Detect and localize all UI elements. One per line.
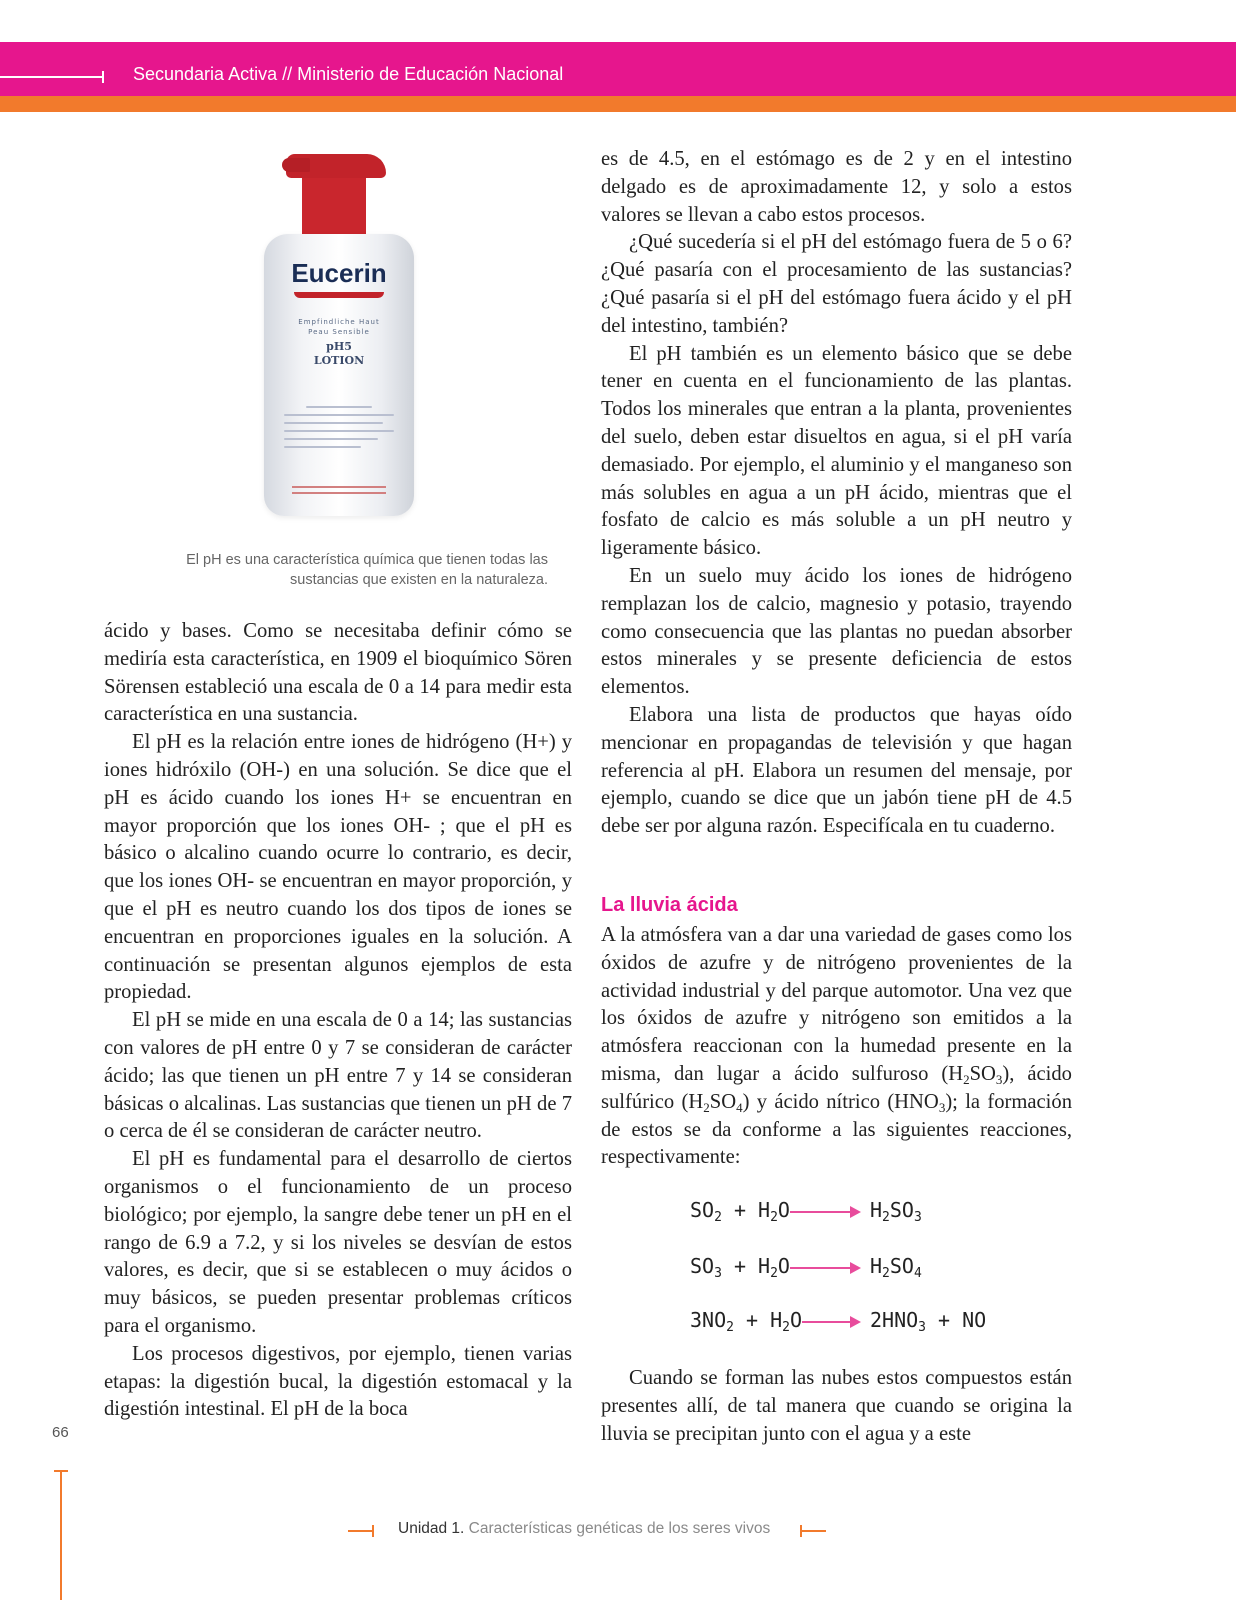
section-title: La lluvia ácida: [601, 894, 738, 916]
reaction-3: [690, 1308, 990, 1348]
paragraph: Elabora una lista de productos que hayas oído mencionar en propagandas de televisión y que hagan referencia al pH. Elabora un resumen del mensaje, por ejemplo, cuando se dice que un jabón tiene pH de 4.5 debe ser por alguna razón. Especifícala en tu cuaderno.: [601, 703, 1072, 838]
caption-line-2: sustancias que existen en la naturaleza.: [290, 572, 548, 588]
footer-rule-left-tick: [372, 1525, 374, 1537]
pump-nozzle: [282, 158, 310, 172]
reaction-1: [690, 1198, 990, 1238]
reaction-arrow: [790, 1267, 852, 1269]
footer-rule-left: [348, 1530, 372, 1532]
footer-unit-label: Unidad 1.: [398, 1520, 465, 1537]
figure-caption: [150, 550, 548, 590]
header-title: Secundaria Activa // Ministerio de Educación Nacional: [133, 64, 564, 84]
paragraph: El pH es fundamental para el desarrollo de ciertos organismos o el funcionamiento de un proceso biológico; por ejemplo, la sangre debe tener un pH en el rango de 6.9 a 7.2, y si los niveles se desvían de estos valores, es decir, que si se establecen o muy ácidos o muy básicos, se pueden presentar problemas críticos para el organismo.: [104, 1148, 572, 1337]
bottle-label-ph: [264, 340, 414, 368]
margin-rule-tick: [54, 1470, 68, 1472]
reaction-arrow: [802, 1321, 852, 1323]
paragraph: Los procesos digestivos, por ejemplo, tienen varias etapas: la digestión bucal, la digestión estomacal y la digestión intestinal. El pH de la boca: [104, 1342, 572, 1421]
reaction-products: $H_2SO_4$: [870, 1254, 922, 1281]
bottle-red-print-2: [292, 492, 386, 494]
margin-rule: [60, 1470, 62, 1600]
bottle-body: [264, 234, 414, 516]
bottle-red-print: [292, 486, 386, 488]
left-column: [104, 618, 572, 1424]
bottle-product-text: LOTION: [313, 354, 365, 367]
pump-stem: [302, 174, 366, 242]
header-rule-tick: [102, 71, 104, 83]
paragraph: ¿Qué sucedería si el pH del estómago fuera de 5 o 6? ¿Qué pasaría con el procesamiento de las sustancias? ¿Qué pasaría si el pH del estómago fuera ácido y el pH del intestino, también?: [601, 231, 1072, 337]
footer-unit-title: Características genéticas de los seres vivos: [468, 1520, 771, 1537]
paragraph: El pH también es un elemento básico que se debe tener en cuenta en el funcionamiento de las plantas. Todos los minerales que entran a la planta, provenientes del suelo, deben estar disueltos en agua, si el pH varía demasiado. Por ejemplo, el aluminio y el manganeso son más solubles en agua a un pH ácido, mientras que el fosfato de calcio es más soluble a un pH neutro y ligeramente básico.: [601, 342, 1072, 560]
arrow-head-icon: [850, 1206, 861, 1218]
reaction-products: $2HNO_3$ + NO: [870, 1308, 987, 1335]
reaction-reactants: $3NO_2 + H_2O$: [690, 1308, 802, 1335]
footer-unit: [398, 1520, 770, 1538]
bottle-ph-text: pH5: [326, 340, 352, 353]
brand-swoosh: [294, 292, 384, 298]
header-accent-bar: [0, 96, 1236, 112]
reaction-2: [690, 1254, 990, 1294]
paragraph: El pH es la relación entre iones de hidrógeno (H+) y iones hidróxilo (OH-) en una solución. Se dice que el pH es ácido cuando los iones H+ se encuentran en mayor proporción que los iones OH- ; que el pH es básico o alcalino cuando ocurre lo contrario, es decir, que los iones OH- se encuentran en mayor proporción, y que el pH es neutro cuando los dos tipos de iones se encuentran en proporciones iguales en la solución. A continuación se presentan algunos ejemplos de esta propiedad.: [104, 731, 572, 1004]
caption-line-1: El pH es una característica química que tienen todas las: [186, 552, 548, 568]
bottle-brand: Eucerin: [291, 258, 387, 288]
reaction-reactants: $SO_3 + H_2O$: [690, 1254, 790, 1281]
bottle-label-line2: Peau Sensible: [308, 328, 370, 336]
paragraph: El pH se mide en una escala de 0 a 14; las sustancias con valores de pH entre 0 y 7 se consideran de carácter ácido; las que tienen un pH entre 7 y 14 se consideran básicas o alcalinas. Las sustancias que tienen un pH de 7 o cerca de él se consideran de carácter neutro.: [104, 1009, 572, 1143]
paragraph: ácido y bases. Como se necesitaba definir cómo se mediría esta característica, en 1909 el bioquímico Sören Sörensen estableció una escala de 0 a 14 para medir esta característica en una sustancia.: [104, 620, 572, 726]
page-number: 66: [52, 1424, 69, 1441]
right-column: [601, 146, 1072, 841]
bottle-label-line1: Empfindliche Haut: [298, 318, 380, 326]
lotion-bottle-image: [262, 150, 422, 526]
paragraph: es de 4.5, en el estómago es de 2 y en el intestino delgado es de aproximadamente 12, y solo a estos valores se llevan a cabo estos procesos.: [601, 148, 1072, 226]
arrow-head-icon: [850, 1262, 861, 1274]
paragraph: En un suelo muy ácido los iones de hidrógeno remplazan los de calcio, magnesio y potasio, trayendo como consecuencia que las plantas no puedan absorber estos minerales y se presente deficiencia de estos elementos.: [601, 564, 1072, 699]
header-rule: [0, 76, 102, 78]
acid-rain-intro: [601, 922, 1072, 1172]
arrow-head-icon: [850, 1316, 861, 1328]
paragraph: A la atmósfera van a dar una variedad de gases como los óxidos de azufre y de nitrógeno provenientes de la actividad industrial y del parque automotor. Una vez que los óxidos de azufre y nitrógeno son emitidos a la atmósfera reaccionan con la humedad presente en la misma, dan lugar a ácido sulfuroso $(H_2SO_3)$, ácido sulfúrico $(H_2SO_4)$ y ácido nítrico $(HNO_3)$; la formación de estos se da conforme a las siguientes reacciones, respectivamente:: [601, 924, 1072, 1169]
footer-rule-right: [802, 1530, 826, 1532]
reaction-reactants: $SO_2 + H_2O$: [690, 1198, 790, 1225]
reaction-products: $H_2SO_3$: [870, 1198, 922, 1225]
bottle-fine-print: [284, 406, 394, 454]
closing-column: [601, 1365, 1072, 1448]
paragraph: Cuando se forman las nubes estos compuestos están presentes allí, de tal manera que cuando se origina la lluvia se precipitan junto con el agua y a este: [601, 1367, 1072, 1445]
reaction-arrow: [790, 1211, 852, 1213]
